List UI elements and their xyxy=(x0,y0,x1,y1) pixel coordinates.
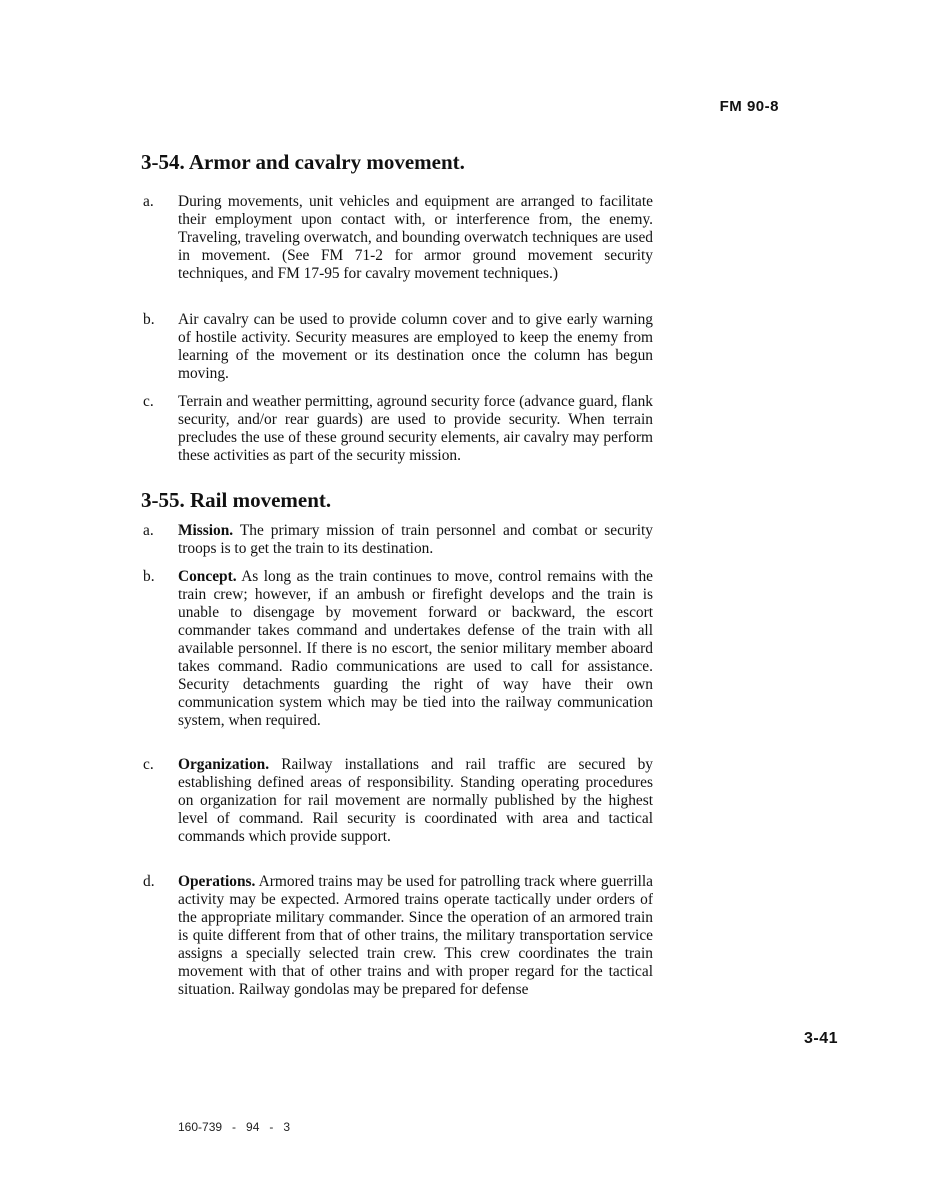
paragraph-text: Terrain and weather permitting, aground security force (advance guard, flank security, and/or rear guards) are used to provide security. When terrain precludes the use of these ground security elements, air cavalry may perform these activities as part of the security mission. xyxy=(178,393,653,464)
paragraph-marker: b. xyxy=(143,568,155,585)
paragraph-text xyxy=(178,873,653,999)
section-title-3-55: 3-55. Rail movement. xyxy=(141,488,332,512)
paragraph-3-54-a xyxy=(141,193,653,283)
paragraph-text xyxy=(178,568,653,730)
page-number: 3-41 xyxy=(803,1030,838,1047)
paragraph-lead: Operations. xyxy=(178,873,256,890)
section-title-3-54: 3-54. Armor and cavalry movement. xyxy=(141,150,465,174)
paragraph-marker: a. xyxy=(143,193,154,210)
paragraph-marker: c. xyxy=(143,393,154,410)
paragraph-text xyxy=(178,522,653,558)
paragraph-body: Armored trains may be used for patrolling track where guerrilla activity may be expected. Armored trains operate tactically under orders of the appropriate military commander. Since the operation of an armored train is quite different from that of other trains, the military transportation service assigns a specially selected train crew. This crew coordinates the train movement with that of other trains and with proper regard for the tactical situation. Railway gondolas may be prepared for defense xyxy=(178,873,654,998)
paragraph-lead: Mission. xyxy=(178,522,234,539)
paragraph-body: The primary mission of train personnel and combat or security troops is to get the train to its destination. xyxy=(178,522,653,557)
paragraph-3-55-d xyxy=(141,873,653,999)
paragraph-body: As long as the train continues to move, control remains with the train crew; however, if an ambush or firefight develops and the train is unable to disengage by movement forward or backward, the escort commander takes command and undertakes defense of the train with all available personnel. If there is no escort, the senior military member aboard takes command. Radio communications are used to call for assistance. Security detachments guarding the right of way have their own communication system which may be tied into the railway communication system, when required. xyxy=(178,568,653,729)
document-id: FM 90-8 xyxy=(719,98,779,115)
paragraph-marker: c. xyxy=(143,756,154,773)
paragraph-text xyxy=(178,756,653,846)
paragraph-marker: a. xyxy=(143,522,154,539)
paragraph-3-55-b xyxy=(141,568,653,730)
paragraph-text: Air cavalry can be used to provide column cover and to give early warning of hostile activity. Security measures are employed to keep the enemy from learning of the movement or its destination once the column has begun moving. xyxy=(178,311,653,382)
paragraph-text: During movements, unit vehicles and equipment are arranged to facilitate their employment upon contact with, or interference from, the enemy. Traveling, traveling overwatch, and bounding overwatch techniques are used in movement. (See FM 71-2 for armor ground movement security techniques, and FM 17-95 for cavalry movement techniques.) xyxy=(178,193,653,282)
paragraph-body: Railway installations and rail traffic are secured by establishing defined areas of responsibility. Standing operating procedures on organization for rail movement are normally published by the highest level of command. Rail security is coordinated with area and tactical commands which provide support. xyxy=(178,756,653,845)
paragraph-3-55-c xyxy=(141,756,653,846)
paragraph-3-54-b xyxy=(141,311,653,383)
paragraph-3-55-a xyxy=(141,522,653,558)
paragraph-marker: b. xyxy=(143,311,155,328)
print-code: 160-739 - 94 - 3 xyxy=(178,1120,291,1134)
paragraph-lead: Organization. xyxy=(178,756,270,773)
paragraph-3-54-c xyxy=(141,393,653,465)
paragraph-marker: d. xyxy=(143,873,155,890)
paragraph-lead: Concept. xyxy=(178,568,237,585)
